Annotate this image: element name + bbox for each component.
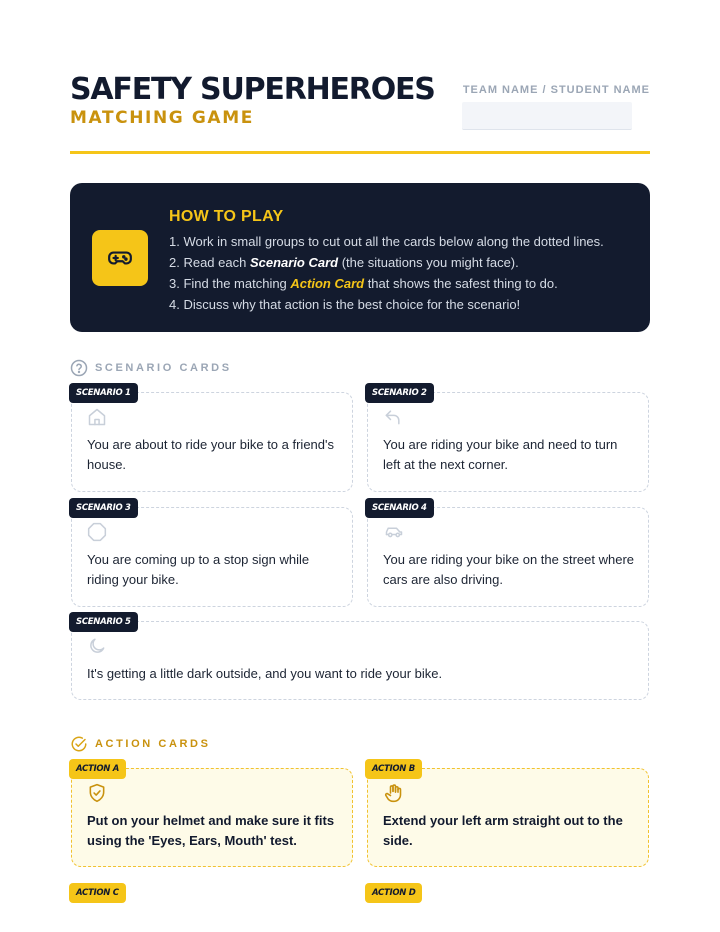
gamepad-icon xyxy=(92,230,148,286)
scenario-card-3[interactable] xyxy=(71,507,353,607)
scenario-tag: SCENARIO 4 xyxy=(365,498,434,518)
action-tag: ACTION C xyxy=(69,883,126,903)
page-title: SAFETY SUPERHEROES xyxy=(70,72,435,107)
how-to-play-title: HOW TO PLAY xyxy=(169,208,284,225)
scenario-card-5[interactable] xyxy=(71,621,649,700)
scenario-tag: SCENARIO 1 xyxy=(69,383,138,403)
question-circle-icon xyxy=(70,359,88,377)
action-card-b[interactable] xyxy=(367,768,649,867)
scenario-text: It's getting a little dark outside, and you want to ride your bike. xyxy=(87,666,443,681)
scenario-tag: SCENARIO 5 xyxy=(69,612,138,632)
action-tag: ACTION B xyxy=(365,759,422,779)
next-row-clip xyxy=(60,878,660,898)
team-name-field[interactable] xyxy=(462,102,632,130)
step-1: 1. Work in small groups to cut out all the cards below along the dotted lines. xyxy=(169,234,604,249)
scenario-text: You are about to ride your bike to a friend's house. xyxy=(87,437,334,472)
page-subtitle: MATCHING GAME xyxy=(70,108,254,128)
step-4: 4. Discuss why that action is the best choice for the scenario! xyxy=(169,297,521,312)
header-divider xyxy=(70,151,650,154)
moon-icon xyxy=(87,636,109,658)
house-icon xyxy=(87,407,109,429)
how-to-play-panel xyxy=(70,183,650,332)
step-2: 2. Read each Scenario Card (the situations you might face). xyxy=(169,255,519,270)
scenario-text: You are riding your bike on the street where cars are also driving. xyxy=(383,552,635,587)
scenario-tag: SCENARIO 2 xyxy=(365,383,434,403)
scenario-tag: SCENARIO 3 xyxy=(69,498,138,518)
hand-icon xyxy=(383,783,405,805)
action-cards-heading xyxy=(70,735,211,753)
action-tag: ACTION D xyxy=(365,883,422,903)
car-icon xyxy=(383,522,405,544)
action-text: Extend your left arm straight out to the side. xyxy=(383,813,623,848)
action-cards-label: ACTION CARDS xyxy=(95,738,211,750)
scenario-cards-label: SCENARIO CARDS xyxy=(95,362,232,374)
how-to-play-steps xyxy=(169,231,604,315)
step-3: 3. Find the matching Action Card that shows the safest thing to do. xyxy=(169,276,558,291)
page-header xyxy=(70,70,650,130)
scenario-card-4[interactable] xyxy=(367,507,649,607)
scenario-card-2[interactable] xyxy=(367,392,649,492)
scenario-cards-heading xyxy=(70,359,232,377)
shield-check-icon xyxy=(87,783,109,805)
action-tag: ACTION A xyxy=(69,759,126,779)
scenario-text: You are riding your bike and need to turn left at the next corner. xyxy=(383,437,618,472)
scenario-text: You are coming up to a stop sign while riding your bike. xyxy=(87,552,310,587)
scenario-card-1[interactable] xyxy=(71,392,353,492)
action-text: Put on your helmet and make sure it fits using the 'Eyes, Ears, Mouth' test. xyxy=(87,813,335,848)
team-name-label: TEAM NAME / STUDENT NAME xyxy=(462,84,650,96)
action-card-a[interactable] xyxy=(71,768,353,867)
check-circle-icon xyxy=(70,735,88,753)
turn-left-arrow-icon xyxy=(383,407,405,429)
octagon-stop-icon xyxy=(87,522,109,544)
